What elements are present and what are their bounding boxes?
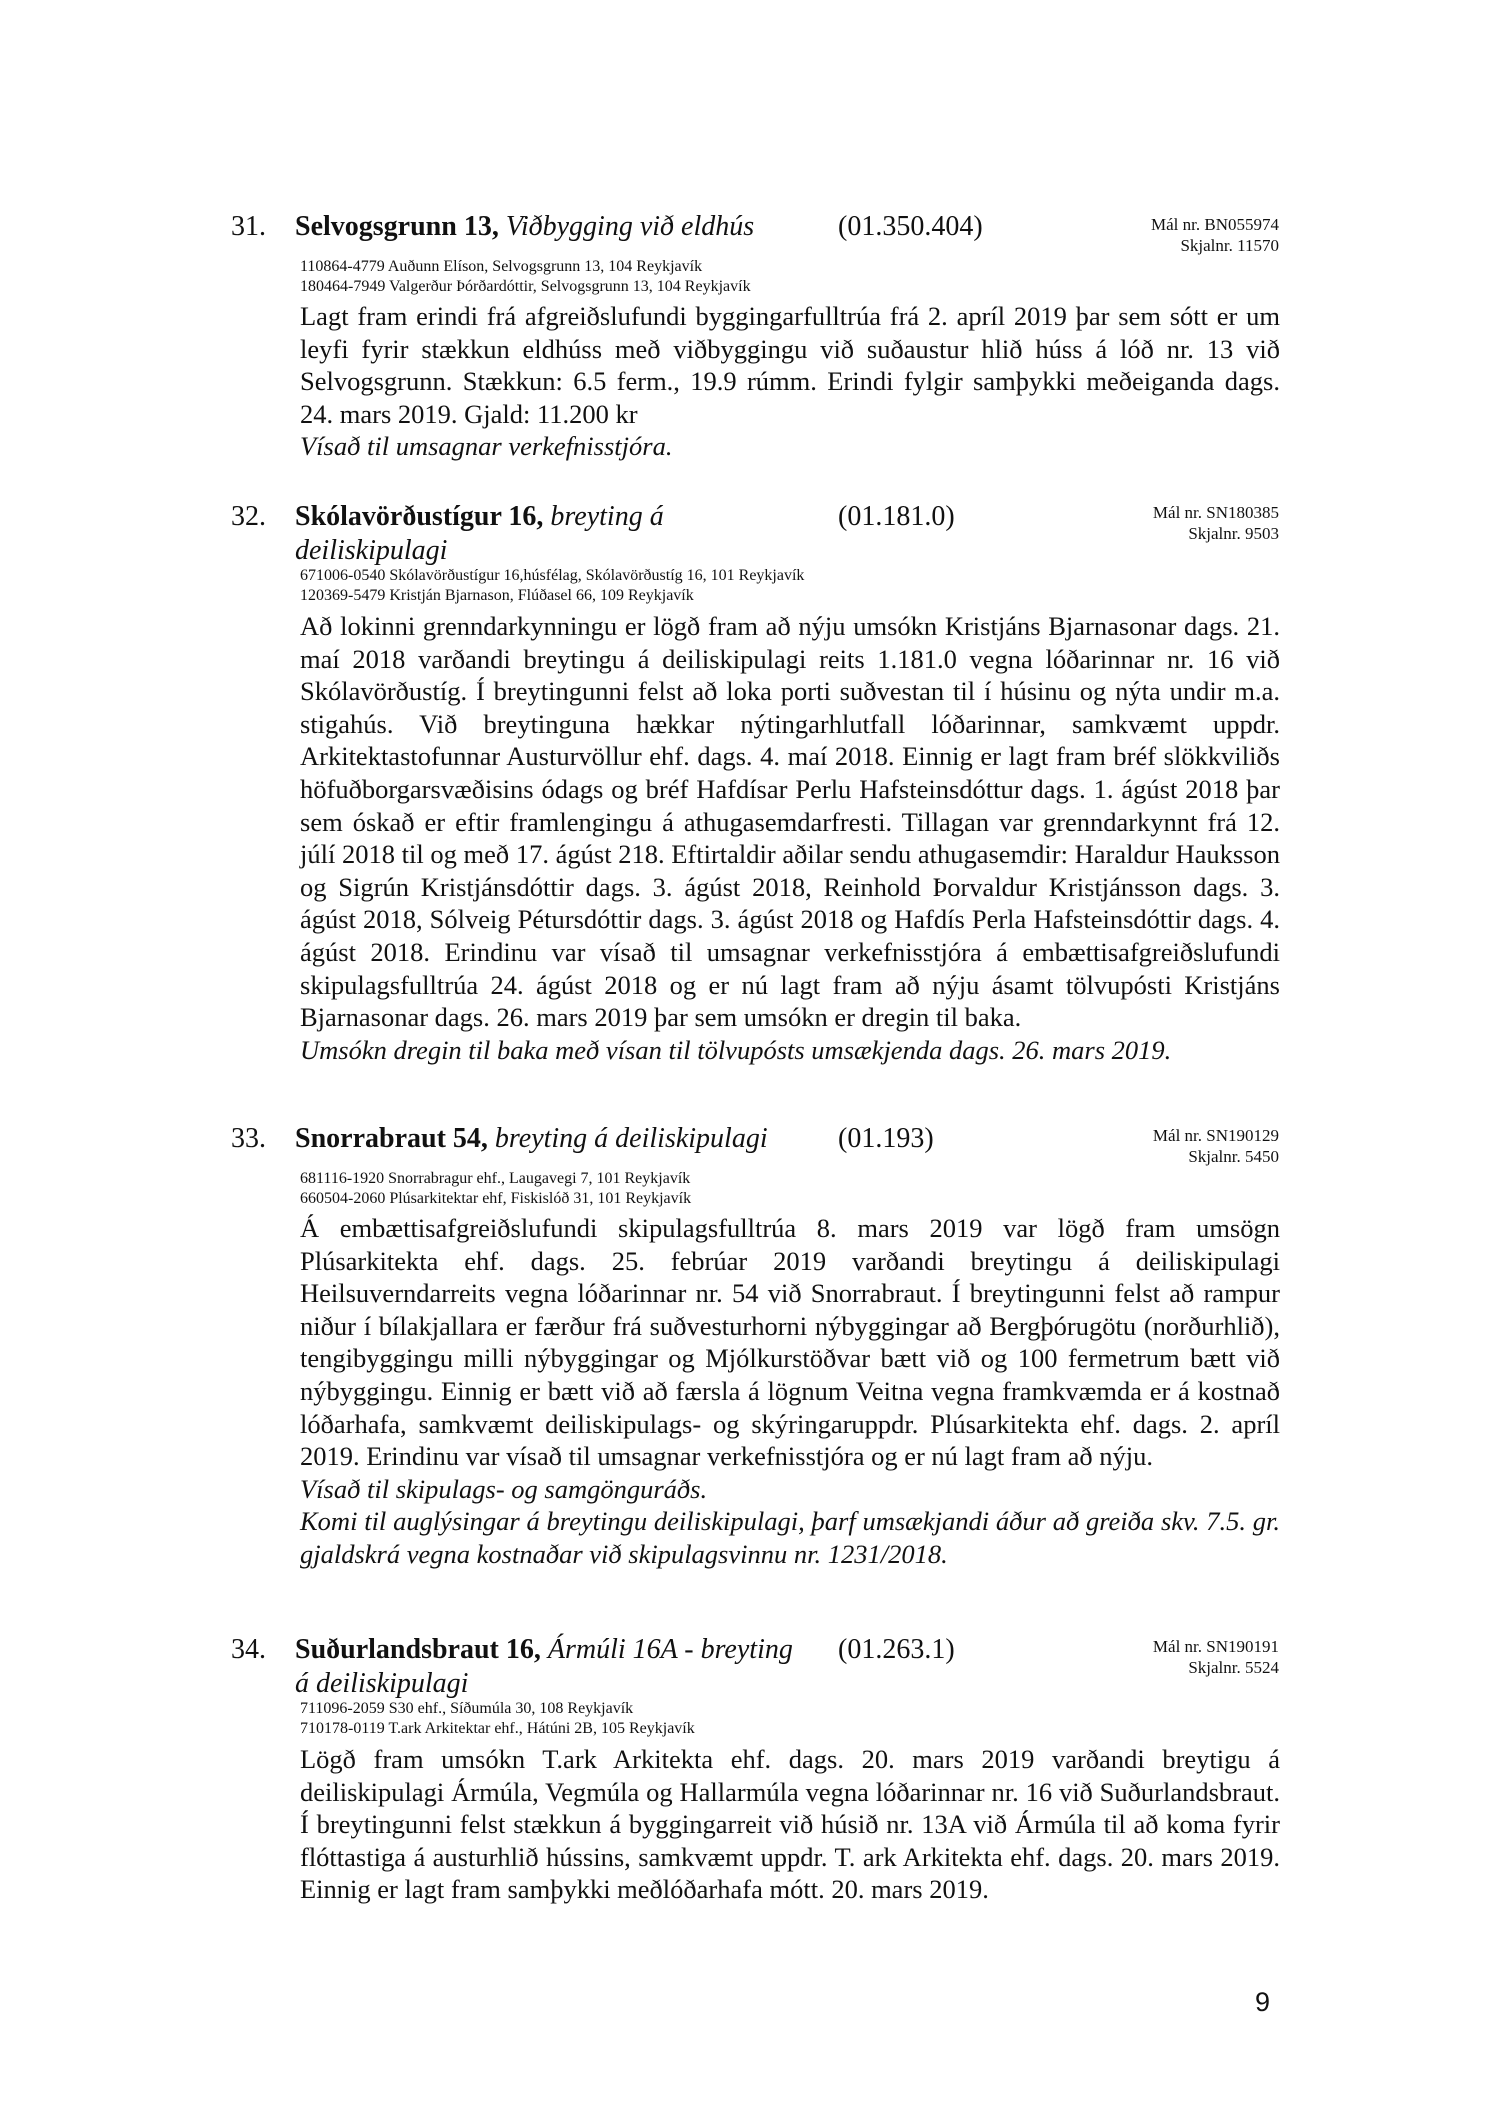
- item-address: Snorrabraut 54,: [295, 1123, 488, 1154]
- item-address: Selvogsgrunn 13,: [295, 211, 499, 242]
- item-number: 34.: [231, 1634, 266, 1665]
- case-number: Mál nr. SN190129: [1152, 1126, 1279, 1145]
- item-subject: breyting á: [550, 501, 664, 532]
- item-subject: Ármúli 16A - breyting: [547, 1634, 793, 1665]
- party-line: 180464-7949 Valgerður Þórðardóttir, Selvogsgrunn 13, 104 Reykjavík: [300, 278, 751, 295]
- item-number: 31.: [231, 211, 266, 242]
- party-line: 681116-1920 Snorrabragur ehf., Laugavegi 7, 101 Reykjavík: [300, 1170, 691, 1187]
- party-line: 660504-2060 Plúsarkitektar ehf, Fiskislóð 31, 101 Reykjavík: [300, 1190, 692, 1207]
- item-land-code: (01.263.1): [838, 1634, 955, 1665]
- item-description: Á embættisafgreiðslufundi skipulagsfulltrúa 8. mars 2019 var lögð fram umsögn Plúsarkitekta ehf. dags. 25. febrúar 2019 varðandi breytingu á deiliskipulagi Heilsuverndarreits vegna lóðarinnar nr. 54 við Snorrabraut. Í breytingunni felst að rampur niður í bílakjallara er færður frá suðvesturhorni nýbyggingar að Bergþórugötu (norðurhlið), tengibyggingu milli nýbyggingar og Mjólkurstöðvar bætt við og 100 fermetrum bætt við nýbyggingu. Einnig er bætt við að færsla á lögnum Veitna vegna framkvæmda er á kostnað lóðarhafa, samkvæmt deiliskipulags- og skýringaruppdr. Plúsarkitekta ehf. dags. 2. apríl 2019. Erindinu var vísað til umsagnar verkefnisstjóra og er nú lagt fram að nýju.: [300, 1213, 1280, 1472]
- item-description: Að lokinni grenndarkynningu er lögð fram að nýju umsókn Kristjáns Bjarnasonar dags. 21. maí 2018 varðandi breytingu á deiliskipulagi reits 1.181.0 vegna lóðarinnar nr. 16 við Skólavörðustíg. Í breytingunni felst að loka porti suðvestan til í húsinu og nýta undir m.a. stigahús. Við breytinguna hækkar nýtingarhlutfall lóðarinnar, samkvæmt uppdr. Arkitektastofunnar Austurvöllur ehf. dags. 4. maí 2018. Einnig er lagt fram bréf slökkviliðs höfuðborgarsvæðisins ódags og bréf Hafdísar Perlu Hafsteinsdóttur dags. 1. ágúst 2018 þar sem óskað er eftir framlengingu á athugasemdarfresti. Tillagan var grenndarkynnt frá 12. júlí 2018 til og með 17. ágúst 218. Eftirtaldir aðilar sendu athugasemdir: Haraldur Hauksson og Sigrún Kristjánsdóttir dags. 3. ágúst 2018, Reinhold Þorvaldur Kristjánsson dags. 3. ágúst 2018, Sólveig Pétursdóttir dags. 3. ágúst 2018 og Hafdís Perla Hafsteinsdóttir dags. 4. ágúst 2018. Erindinu var vísað til umsagnar verkefnisstjóra á embættisafgreiðslufundi skipulagsfulltrúa 24. ágúst 2018 og er nú lagt fram að nýju ásamt tölvupósti Kristjáns Bjarnasonar dags. 26. mars 2019 þar sem umsókn er dregin til baka.: [300, 611, 1280, 1033]
- item-subject: Viðbygging við eldhús: [505, 211, 755, 242]
- item-body: [300, 610, 1280, 1066]
- item-parties: [300, 1699, 695, 1739]
- document-number: Skjalnr. 9503: [1188, 524, 1279, 543]
- item-land-code: (01.181.0): [838, 501, 955, 532]
- item-reference: [1153, 502, 1279, 544]
- item-land-code: (01.193): [838, 1123, 934, 1154]
- item-conclusion: Vísað til umsagnar verkefnisstjóra.: [300, 431, 673, 462]
- party-line: 110864-4779 Auðunn Elíson, Selvogsgrunn 13, 104 Reykjavík: [300, 258, 703, 275]
- item-parties: [300, 1169, 691, 1209]
- item-subject-continued: á deiliskipulagi: [295, 1668, 469, 1699]
- case-number: Mál nr. SN180385: [1152, 503, 1279, 522]
- item-conclusion: Vísað til skipulags- og samgönguráðs.: [300, 1473, 708, 1504]
- item-reference: [1153, 1636, 1279, 1678]
- party-line: 711096-2059 S30 ehf., Síðumúla 30, 108 Reykjavík: [300, 1700, 634, 1717]
- party-line: 120369-5479 Kristján Bjarnason, Flúðasel 66, 109 Reykjavík: [300, 587, 694, 604]
- item-title: [295, 500, 664, 568]
- document-number: Skjalnr. 5450: [1188, 1147, 1279, 1166]
- item-description: Lagt fram erindi frá afgreiðslufundi byggingarfulltrúa frá 2. apríl 2019 þar sem sótt er um leyfi fyrir stækkun eldhúss með viðbyggingu við suðaustur hlið húss á lóð nr. 13 við Selvogsgrunn. Stækkun: 6.5 ferm., 19.9 rúmm. Erindi fylgir samþykki meðeiganda dags. 24. mars 2019. Gjald: 11.200 kr: [300, 301, 1280, 429]
- case-number: Mál nr. BN055974: [1151, 215, 1279, 234]
- item-title: [295, 210, 754, 244]
- item-body: [300, 1743, 1280, 1906]
- item-body: [300, 1212, 1280, 1571]
- party-line: 710178-0119 T.ark Arkitektar ehf., Hátúni 2B, 105 Reykjavík: [300, 1720, 695, 1737]
- item-address: Suðurlandsbraut 16,: [295, 1634, 541, 1665]
- item-body: [300, 300, 1280, 463]
- case-number: Mál nr. SN190191: [1152, 1637, 1279, 1656]
- item-reference: [1153, 1125, 1279, 1167]
- item-conclusion: Komi til auglýsingar á breytingu deiliskipulagi, þarf umsækjandi áður að greiða skv. 7.5. gr. gjaldskrá vegna kostnaðar við skipulagsvinnu nr. 1231/2018.: [300, 1506, 1280, 1569]
- item-subject: breyting á deiliskipulagi: [494, 1123, 768, 1154]
- party-line: 671006-0540 Skólavörðustígur 16,húsfélag, Skólavörðustíg 16, 101 Reykjavík: [300, 567, 805, 584]
- item-number: 32.: [231, 501, 266, 532]
- item-address: Skólavörðustígur 16,: [295, 501, 544, 532]
- item-land-code: (01.350.404): [838, 211, 983, 242]
- item-parties: [300, 257, 751, 297]
- item-subject-continued: deiliskipulagi: [295, 535, 448, 566]
- item-conclusion: Umsókn dregin til baka með vísan til tölvupósts umsækjenda dags. 26. mars 2019.: [300, 1034, 1172, 1065]
- item-reference: [1151, 214, 1279, 256]
- item-title: [295, 1122, 768, 1156]
- document-number: Skjalnr. 5524: [1188, 1658, 1279, 1677]
- item-description: Lögð fram umsókn T.ark Arkitekta ehf. dags. 20. mars 2019 varðandi breytigu á deiliskipulagi Ármúla, Vegmúla og Hallarmúla vegna lóðarinnar nr. 16 við Suðurlandsbraut. Í breytingunni felst stækkun á byggingarreit við húsið nr. 13A við Ármúla til að koma fyrir flóttastiga á austurhlið hússins, samkvæmt uppdr. T. ark Arkitekta ehf. dags. 20. mars 2019. Einnig er lagt fram samþykki meðlóðarhafa mótt. 20. mars 2019.: [300, 1744, 1280, 1905]
- item-parties: [300, 566, 804, 606]
- page-number: 9: [1255, 1987, 1271, 2017]
- item-number: 33.: [231, 1123, 266, 1154]
- item-title: [295, 1633, 793, 1701]
- document-number: Skjalnr. 11570: [1180, 236, 1279, 255]
